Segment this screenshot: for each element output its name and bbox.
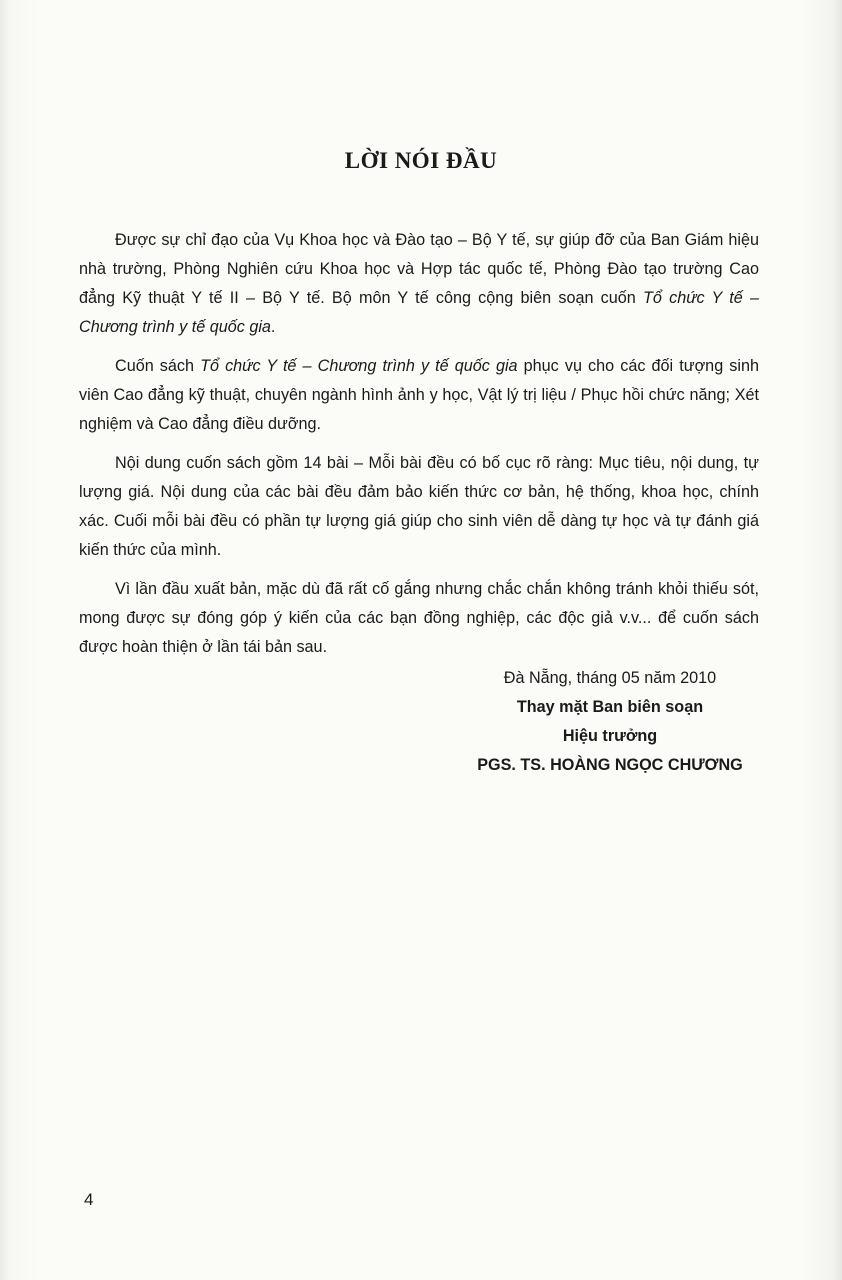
paragraph-4: Vì lần đầu xuất bản, mặc dù đã rất cố gắng nhưng chắc chắn không tránh khỏi thiếu sót, mong được sự đóng góp ý kiến của các bạn đồng nghiệp, các độc giả v.v... để cuốn sách được hoàn thiện ở lần tái bản sau. [79,580,759,656]
page-title: LỜI NÓI ĐẦU [344,148,498,173]
paragraph-2-text-a: Cuốn sách [115,357,201,375]
paragraph-2 [79,352,759,439]
signature-line-2: Hiệu trưởng [562,727,658,745]
signature-block [420,664,800,780]
preface-body [79,226,759,672]
paragraph-3: Nội dung cuốn sách gồm 14 bài – Mỗi bài đều có bố cục rõ ràng: Mục tiêu, nội dung, tự lượng giá. Nội dung của các bài đều đảm bảo kiến thức cơ bản, hệ thống, khoa học, chính xác. Cuối mỗi bài đều có phần tự lượng giá giúp cho sinh viên dễ dàng tự học và tự đánh giá kiến thức của mình. [79,454,759,559]
signature-line-1: Thay mặt Ban biên soạn [516,698,704,716]
page-number: 4 [84,1190,94,1209]
paragraph-1-text-a: Được sự chỉ đạo của Vụ Khoa học và Đào tạo – Bộ Y tế, sự giúp đỡ của Ban Giám hiệu nhà trường, Phòng Nghiên cứu Khoa học và Hợp tác quốc tế, Phòng Đào tạo trường Cao đẳng Kỹ thuật Y tế II – Bộ Y tế. Bộ môn Y tế công cộng biên soạn cuốn [79,231,759,307]
paragraph-2-book-title: Tổ chức Y tế – Chương trình y tế quốc gia [200,357,518,375]
signature-date: Đà Nẵng, tháng 05 năm 2010 [503,669,717,687]
paragraph-1-book-title: Tổ chức Y tế – Chương trình y tế quốc gia [79,289,759,336]
signature-name: PGS. TS. HOÀNG NGỌC CHƯƠNG [477,756,743,774]
paragraph-1 [79,226,759,342]
paragraph-2-text-b: phục vụ cho các đối tượng sinh viên Cao đẳng kỹ thuật, chuyên ngành hình ảnh y học, Vật lý trị liệu / Phục hồi chức năng; Xét nghiệm và Cao đẳng điều dưỡng. [79,357,759,433]
paragraph-1-text-b: . [270,318,276,336]
